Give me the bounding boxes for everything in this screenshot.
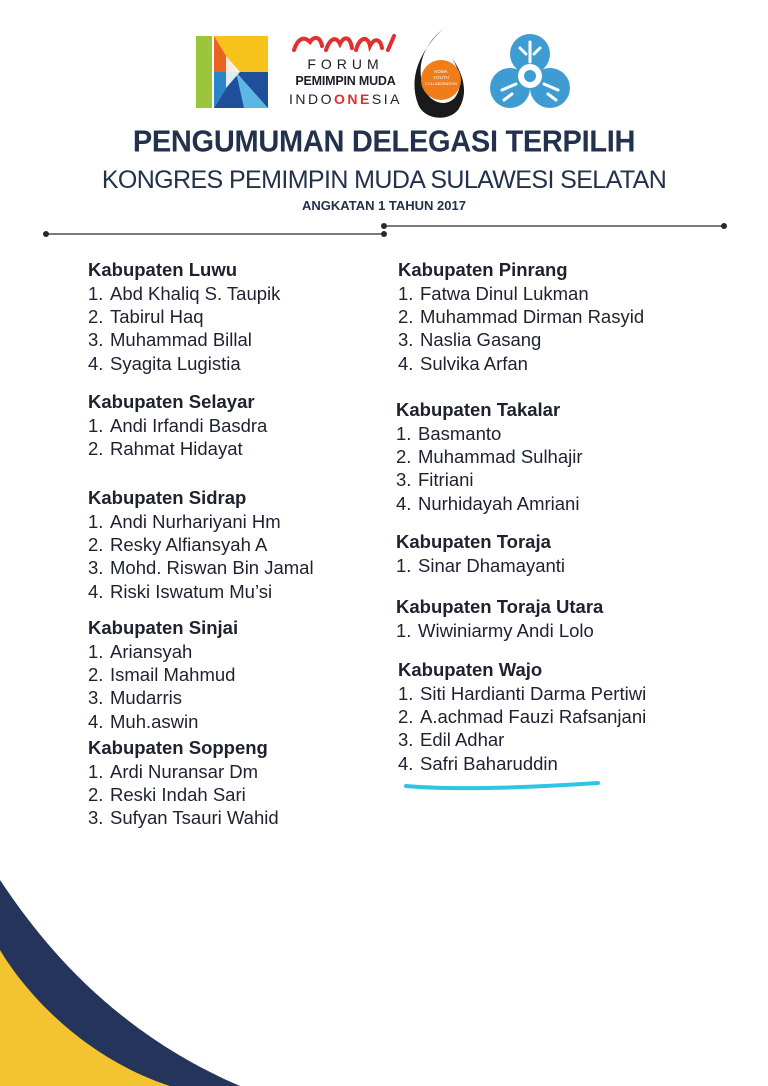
group-sidrap: [88, 486, 314, 603]
group-selayar: [88, 390, 267, 460]
member-list: [396, 619, 603, 642]
list-item: 3. Naslia Gasang: [398, 329, 542, 351]
list-item: 4. Safri Baharuddin: [398, 752, 558, 774]
group-title: Kabupaten Wajo: [398, 659, 543, 680]
member-list: [88, 640, 238, 733]
fpmi-logo: [288, 34, 403, 112]
group-title: Kabupaten Pinrang: [398, 259, 568, 280]
group-wajo: [398, 658, 646, 775]
svg-text:COLLABORATION: COLLABORATION: [425, 82, 457, 86]
header-divider: [40, 220, 730, 240]
group-luwu: [88, 258, 280, 375]
group-title: Kabupaten Sidrap: [88, 487, 247, 508]
page-title: PENGUMUMAN DELEGASI TERPILIH: [132, 125, 636, 159]
logo-bar: [0, 28, 768, 118]
svg-text:YOUTH: YOUTH: [433, 75, 449, 80]
group-takalar: [396, 398, 583, 515]
fpmi-indonesia-text: INDOONESIA: [289, 91, 402, 107]
corner-decoration: [0, 880, 240, 1086]
group-title: Kabupaten Selayar: [88, 391, 255, 412]
list-item: 1. Ardi Nuransar Dm: [88, 761, 259, 782]
group-title: Kabupaten Toraja Utara: [396, 596, 604, 617]
list-item: 3. Muhammad Billal: [88, 329, 252, 351]
list-item: 1. Ariansyah: [88, 641, 193, 662]
group-title: Kabupaten Luwu: [88, 259, 238, 280]
group-toraja: [396, 530, 565, 577]
member-list: [396, 554, 565, 577]
list-item: 4. Sulvika Arfan: [398, 352, 528, 374]
group-title: Kabupaten Toraja: [396, 531, 551, 552]
list-item: 2. Reski Indah Sari: [88, 784, 246, 806]
member-list: [398, 282, 644, 375]
list-item: 3. Mudarris: [88, 687, 182, 709]
list-item: 2. Tabirul Haq: [88, 306, 204, 328]
group-pinrang: [398, 258, 644, 375]
member-list: [88, 760, 279, 830]
list-item: 4. Syagita Lugistia: [88, 352, 241, 374]
svg-text:KOMA: KOMA: [434, 69, 448, 74]
list-item: 2. Resky Alfiansyah A: [88, 534, 268, 556]
list-item: 2. Muhammad Dirman Rasyid: [398, 306, 645, 328]
group-soppeng: [88, 736, 279, 830]
batch-year: ANGKATAN 1 TAHUN 2017: [302, 198, 466, 213]
list-item: 1. Fatwa Dinul Lukman: [398, 283, 589, 304]
tri-circle-logo: [490, 32, 570, 112]
list-item: 1. Wiwiniarmy Andi Lolo: [396, 620, 594, 641]
group-title: Kabupaten Takalar: [396, 399, 561, 420]
member-list: [88, 282, 280, 375]
list-item: 1. Andi Nurhariyani Hm: [88, 511, 281, 532]
list-item: 1. Andi Irfandi Basdra: [88, 415, 268, 436]
list-item: 3. Sufyan Tsauri Wahid: [88, 807, 279, 829]
group-title: Kabupaten Soppeng: [88, 737, 268, 758]
list-item: 3. Mohd. Riswan Bin Jamal: [88, 557, 314, 579]
member-list: [88, 510, 314, 603]
koma-youth-collaboration-logo: [414, 28, 468, 120]
group-toraja-utara: [396, 595, 603, 642]
list-item: 3. Edil Adhar: [398, 729, 505, 751]
list-item: 2. Muhammad Sulhajir: [396, 446, 583, 468]
member-list: [396, 422, 583, 515]
member-list: [398, 682, 646, 775]
highlight-underline: [402, 776, 602, 792]
page-subtitle: KONGRES PEMIMPIN MUDA SULAWESI SELATAN: [101, 166, 667, 194]
list-item: 1. Abd Khaliq S. Taupik: [88, 283, 281, 304]
list-item: 1. Sinar Dhamayanti: [396, 555, 566, 576]
list-item: 3. Fitriani: [396, 469, 474, 491]
group-sinjai: [88, 616, 238, 733]
list-item: 1. Basmanto: [396, 423, 502, 444]
fpmi-forum-text: FORUM: [307, 56, 384, 72]
list-item: 4. Muh.aswin: [88, 710, 199, 732]
list-item: 4. Nurhidayah Amriani: [396, 492, 580, 514]
k-letter-logo: [196, 36, 268, 108]
group-title: Kabupaten Sinjai: [88, 617, 239, 638]
list-item: 1. Siti Hardianti Darma Pertiwi: [398, 683, 647, 704]
list-item: 2. Ismail Mahmud: [88, 664, 236, 686]
fpmi-brand-mark: [290, 34, 398, 52]
list-item: 2. A.achmad Fauzi Rafsanjani: [398, 706, 647, 728]
list-item: 4. Riski Iswatum Mu’si: [88, 580, 273, 602]
member-list: [88, 414, 267, 460]
list-item: 2. Rahmat Hidayat: [88, 438, 243, 460]
fpmi-pemimpin-text: PEMIMPIN MUDA: [295, 74, 396, 88]
